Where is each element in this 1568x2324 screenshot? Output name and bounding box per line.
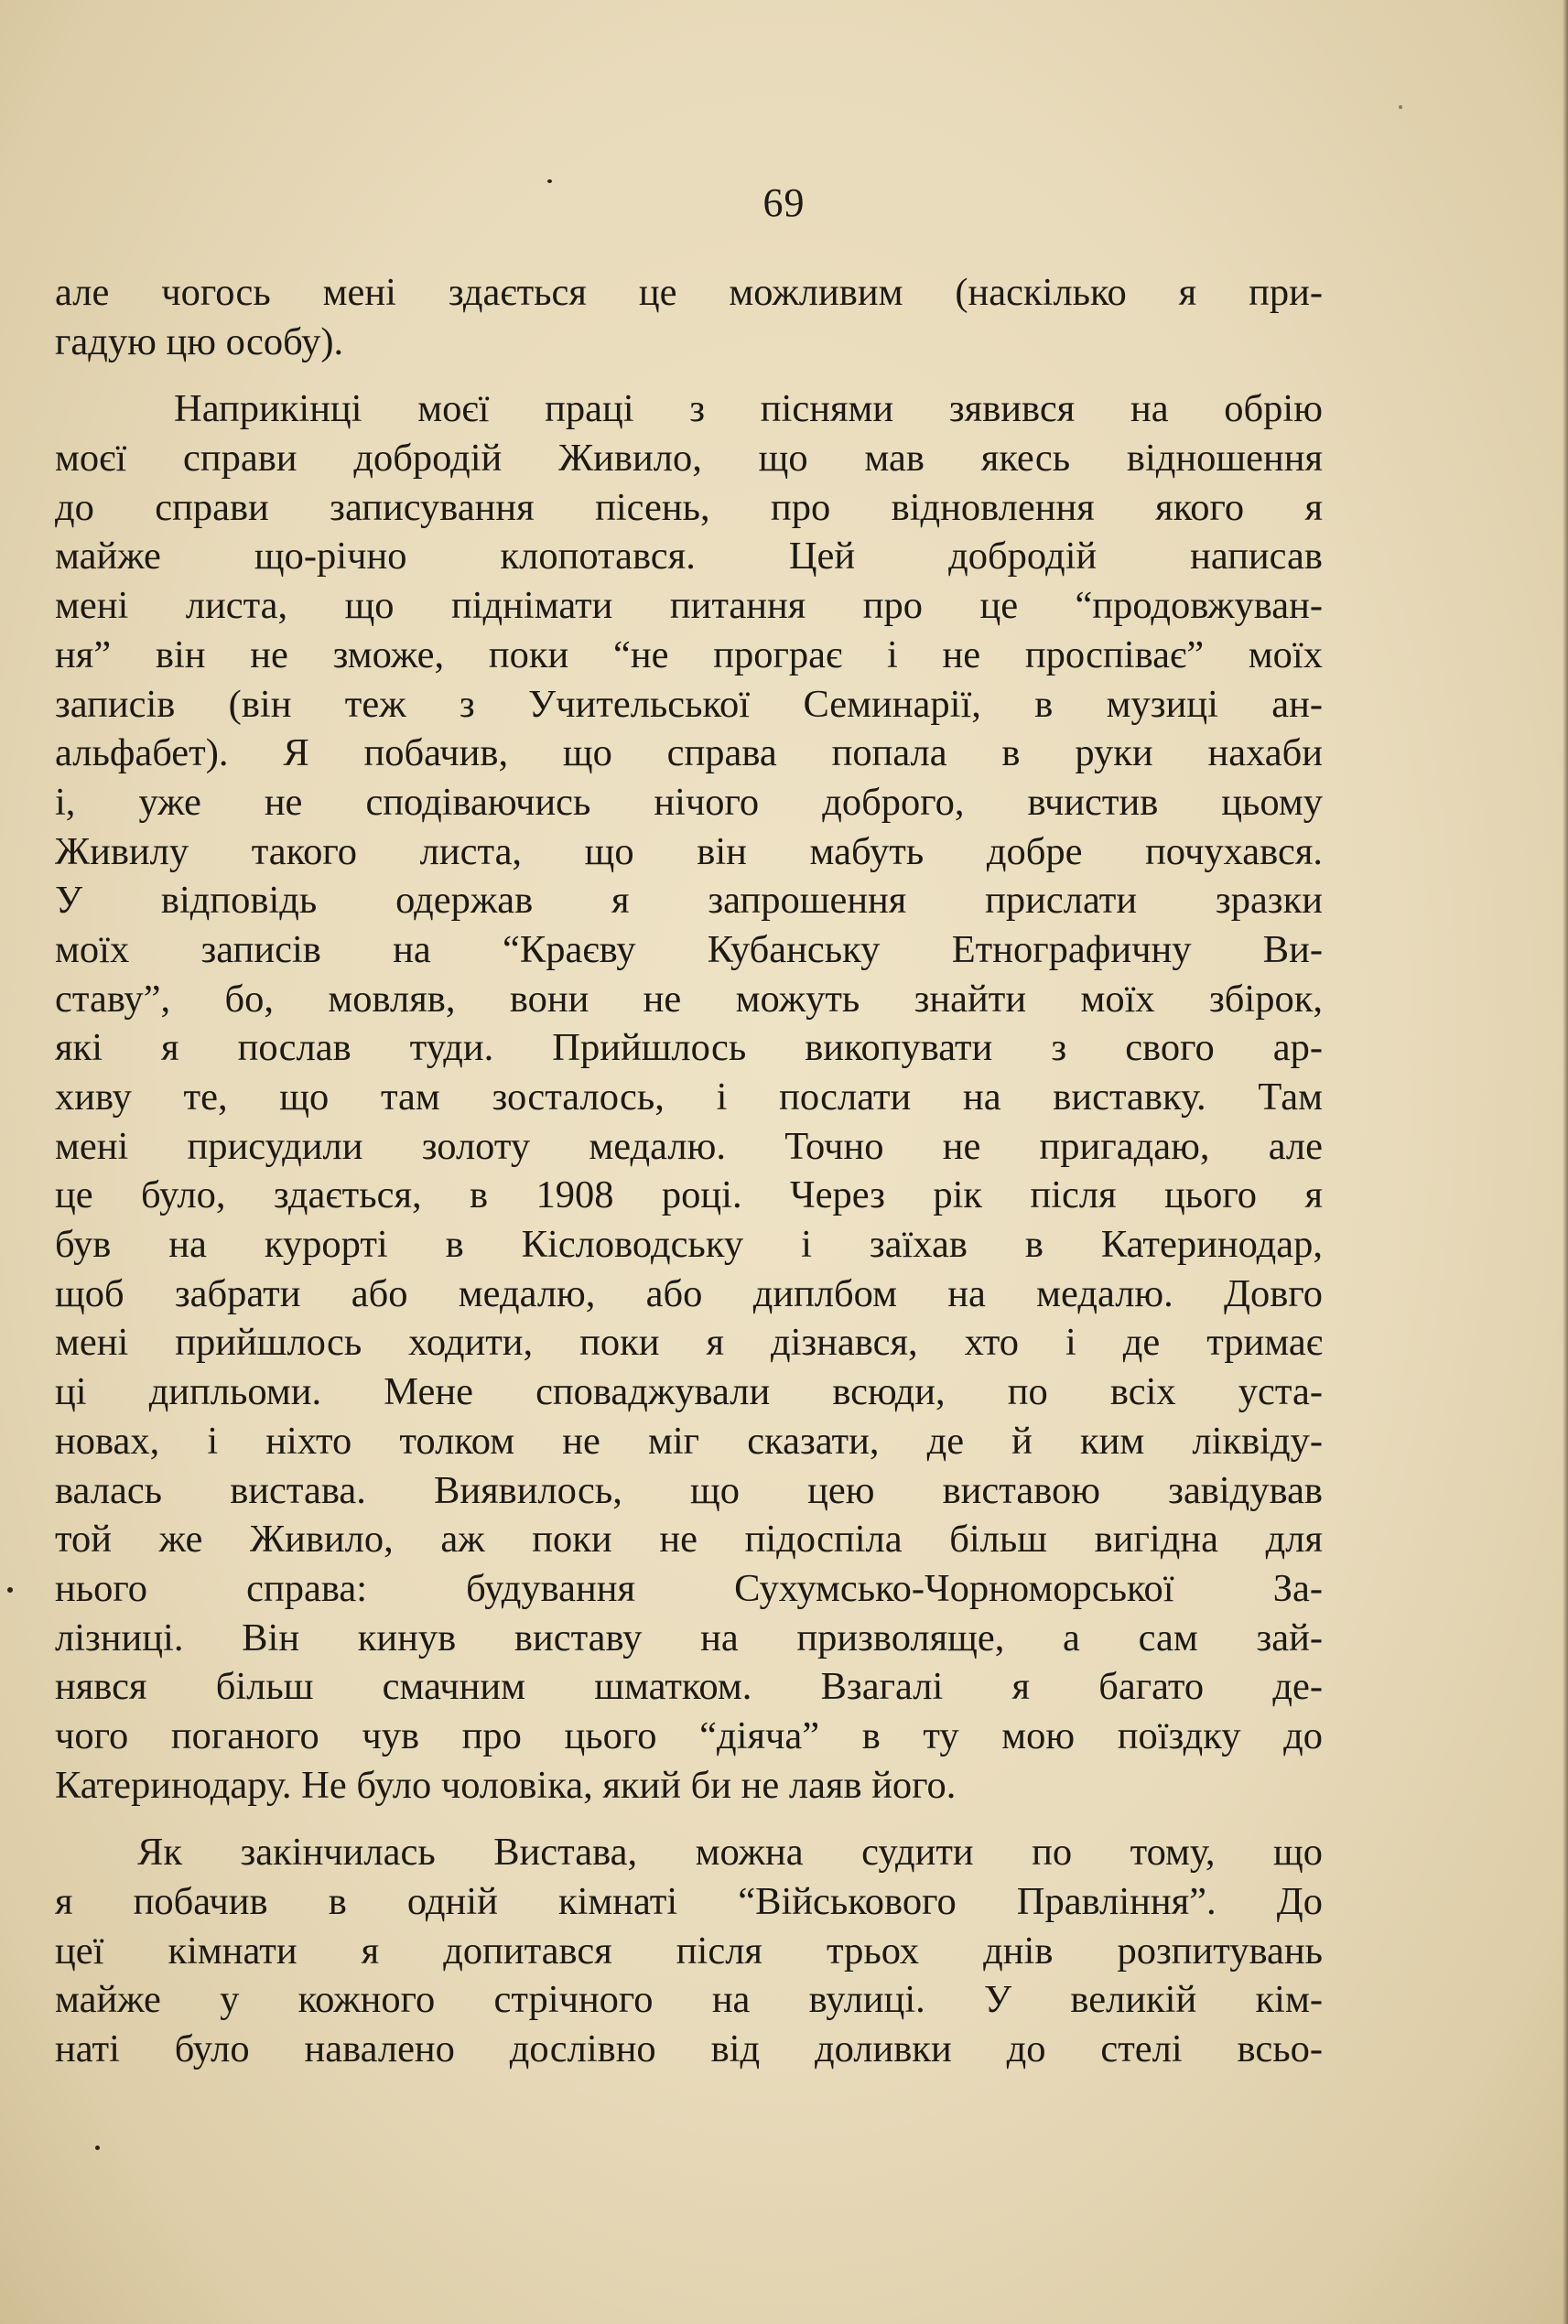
- text-line: і, уже не сподіваючись нічого доброго, вчистив цьому: [55, 780, 1323, 824]
- text-line: У відповідь одержав я запрошення прислати зразки: [55, 879, 1323, 923]
- text-line: Наприкінці моєї праці з піснями зявився на обрію: [174, 387, 1323, 431]
- paragraph-gap: [55, 1810, 1323, 1828]
- text-line: Як закінчилась Вистава, можна судити по тому, що: [137, 1831, 1323, 1875]
- text-line: Живилу такого листа, що він мабуть добре почухався.: [55, 829, 1323, 873]
- text-line: які я послав туди. Прийшлось викопувати з свого ар-: [55, 1026, 1323, 1070]
- text-line: моєї справи добродій Живило, що мав якесь відношення: [55, 437, 1323, 481]
- text-line: лізниці. Він кинув виставу на призволяще, а сам зай-: [55, 1616, 1323, 1659]
- text-line: ці дипльоми. Мене споваджували всюди, по всіх уста-: [55, 1370, 1323, 1414]
- text-line: валась вистава. Виявилось, що цею виставою завідував: [55, 1468, 1323, 1512]
- text-line: той же Живило, аж поки не підоспіла більш вигідна для: [55, 1518, 1323, 1562]
- body-text: [55, 268, 1323, 2074]
- text-line: майже що-річно клопотався. Цей добродій написав: [55, 535, 1323, 578]
- text-line: але чогось мені здається це можливим (наскілько я при-: [55, 271, 1323, 314]
- text-line: наті було навалено дослівно від доливки до стелі всьо-: [55, 2027, 1323, 2071]
- text-line: цеї кімнати я допитався після трьох днів розпитувань: [55, 1929, 1323, 1973]
- text-line: гадую цю особу).: [55, 319, 344, 363]
- text-line: записів (він теж з Учительської Семинарії, в музиці ан-: [55, 682, 1323, 726]
- text-line: мені прийшлось ходити, поки я дізнався, хто і де тримає: [55, 1321, 1323, 1365]
- text-line: нявся більш смачним шматком. Взагалі я багато де-: [55, 1665, 1323, 1709]
- text-line: чого поганого чув про цього “діяча” в ту мою поїздку до: [55, 1713, 1323, 1757]
- text-line: це було, здається, в 1908 році. Через рік після цього я: [55, 1173, 1323, 1217]
- ink-speck: [547, 179, 552, 183]
- text-line: щоб забрати або медалю, або диплбом на медалю. Довго: [55, 1271, 1323, 1315]
- text-line: мені листа, що піднімати питання про це “продовжуван-: [55, 584, 1323, 628]
- page-number: 69: [762, 180, 806, 225]
- ink-speck: [7, 1587, 13, 1593]
- text-line: нього справа: будування Сухумсько-Чорноморської За-: [55, 1566, 1323, 1610]
- text-line: майже у кожного стрічного на вулиці. У великій кім-: [55, 1978, 1323, 2022]
- text-line: до справи записування пісень, про відновлення якого я: [55, 485, 1323, 529]
- text-line: хиву те, що там зосталось, і послати на виставку. Там: [55, 1076, 1323, 1119]
- text-line: альфабет). Я побачив, що справа попала в руки нахаби: [55, 731, 1323, 775]
- text-line: мені присудили золоту медалю. Точно не пригадаю, але: [55, 1124, 1323, 1168]
- paragraph-gap: [55, 366, 1323, 384]
- text-line: я побачив в одній кімнаті “Військового Правління”. До: [55, 1880, 1323, 1923]
- page-edge-shadow: [1563, 0, 1568, 2324]
- text-line: новах, і ніхто толком не міг сказати, де й ким ліквіду-: [55, 1419, 1323, 1463]
- text-line: був на курорті в Кісловодську і заїхав в Катеринодар,: [55, 1223, 1323, 1267]
- ink-speck: [95, 2146, 100, 2150]
- ink-speck: [1399, 105, 1402, 109]
- text-line: ставу”, бо, мовляв, вони не можуть знайти моїх збірок,: [55, 977, 1323, 1021]
- text-line: ня” він не зможе, поки “не програє і не проспіває” моїх: [55, 632, 1323, 676]
- text-line: Катеринодару. Не було чоловіка, який би не лаяв його.: [55, 1763, 957, 1807]
- text-line: моїх записів на “Краєву Кубанську Етнографичну Ви-: [55, 927, 1323, 971]
